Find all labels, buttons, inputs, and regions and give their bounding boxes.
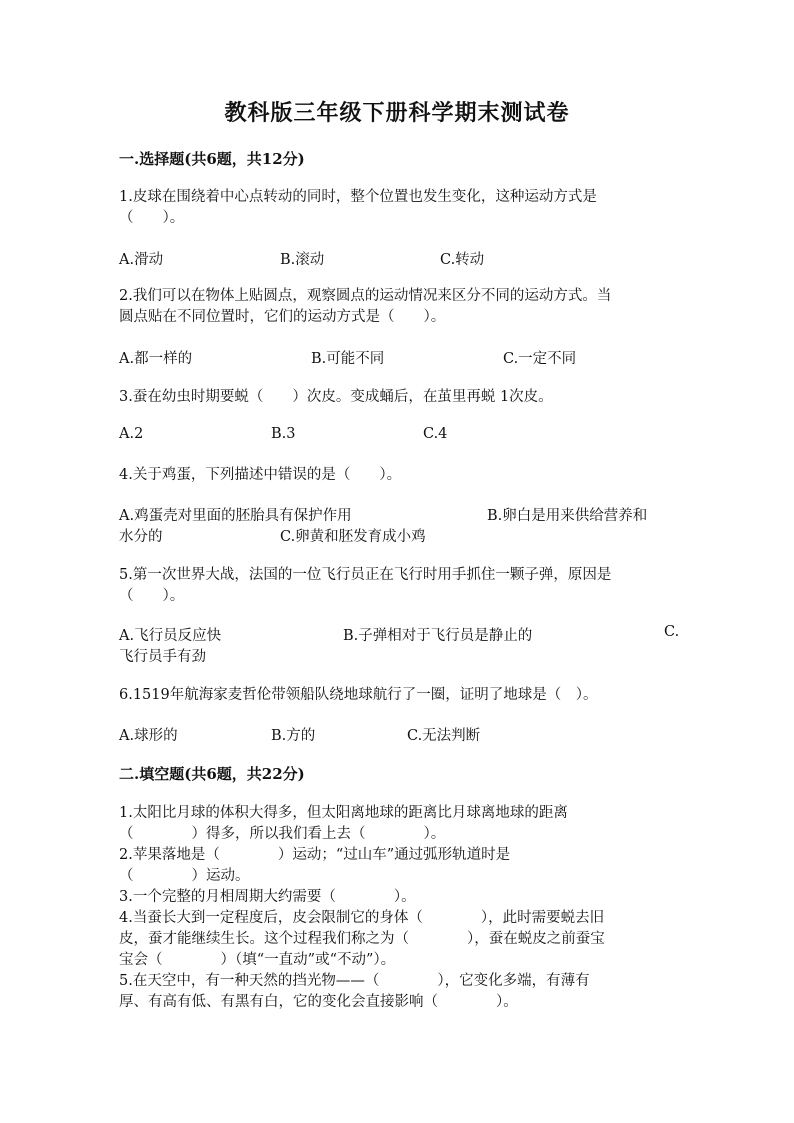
section-heading-fill: 二.填空题(共6题，共22分) — [119, 765, 305, 783]
question-2-line-1: 2.我们可以在物体上贴圆点，观察圆点的运动情况来区分不同的运动方式。当 — [119, 288, 612, 304]
page-title: 教科版三年级下册科学期末测试卷 — [224, 100, 570, 126]
fill-line: （ ）得多，所以我们看上去（ ）。 — [119, 826, 446, 842]
option-a: A.飞行员反应快 — [119, 628, 222, 644]
question-1-line-1: 1.皮球在围绕着中心点转动的同时，整个位置也发生变化，这种运动方式是 — [119, 189, 597, 205]
fill-line: 4.当蚕长大到一定程度后，皮会限制它的身体（ ），此时需要蜕去旧 — [119, 910, 605, 926]
option-c: C.无法判断 — [407, 728, 481, 744]
option-b: B.可能不同 — [311, 351, 385, 367]
fill-line: 5.在天空中，有一种天然的挡光物——（ ），它变化多端，有薄有 — [119, 973, 590, 989]
option-c: C.一定不同 — [503, 351, 577, 367]
fill-line: 宝会（ ）（填“一直动”或“不动”）。 — [119, 952, 396, 968]
fill-line: （ ）运动。 — [119, 868, 250, 884]
fill-line: 1.太阳比月球的体积大得多，但太阳离地球的距离比月球离地球的距离 — [119, 805, 568, 821]
question-3-line-1: 3.蚕在幼虫时期要蜕（ ）次皮。变成蛹后，在茧里再蜕 1次皮。 — [119, 389, 553, 405]
question-6-line-1: 6.1519年航海家麦哲伦带领船队绕地球航行了一圈，证明了地球是（ ）。 — [119, 687, 598, 703]
option-b: B.方的 — [271, 728, 316, 744]
option-b: B.3 — [271, 426, 296, 442]
fill-line: 皮，蚕才能继续生长。这个过程我们称之为（ ），蚕在蜕皮之前蚕宝 — [119, 931, 605, 947]
option-c: C. — [664, 624, 680, 640]
option-b: B.卵白是用来供给营养和 — [487, 508, 648, 524]
option-a: A.鸡蛋壳对里面的胚胎具有保护作用 — [119, 508, 352, 524]
fill-line: 厚、有高有低、有黑有白，它的变化会直接影响（ ）。 — [119, 994, 518, 1010]
option-b: B.子弹相对于飞行员是静止的 — [343, 628, 533, 644]
option-c-continued: 飞行员手有劲 — [119, 649, 206, 665]
option-a: A.球形的 — [119, 728, 178, 744]
question-4-line-1: 4.关于鸡蛋，下列描述中错误的是（ ）。 — [119, 467, 402, 483]
option-a: A.2 — [119, 426, 144, 442]
question-2-line-2: 圆点贴在不同位置时，它们的运动方式是（ ）。 — [119, 309, 446, 325]
option-a: A.滑动 — [119, 252, 164, 268]
question-1-line-2: （ ）。 — [119, 210, 185, 226]
fill-line: 3.一个完整的月相周期大约需要（ ）。 — [119, 889, 416, 905]
question-5-line-1: 5.第一次世界大战，法国的一位飞行员正在飞行时用手抓住一颗子弹，原因是 — [119, 567, 612, 583]
option-a: A.都一样的 — [119, 351, 193, 367]
section-heading-choice: 一.选择题(共6题，共12分) — [119, 150, 305, 168]
fill-line: 2.苹果落地是（ ）运动；“过山车”通过弧形轨道时是 — [119, 847, 511, 863]
option-b-continued: 水分的 — [119, 529, 163, 545]
option-c: C.4 — [423, 426, 448, 442]
option-c: C.卵黄和胚发育成小鸡 — [280, 529, 426, 545]
question-5-line-2: （ ）。 — [119, 588, 185, 604]
option-b: B.滚动 — [280, 252, 325, 268]
option-c: C.转动 — [440, 252, 485, 268]
